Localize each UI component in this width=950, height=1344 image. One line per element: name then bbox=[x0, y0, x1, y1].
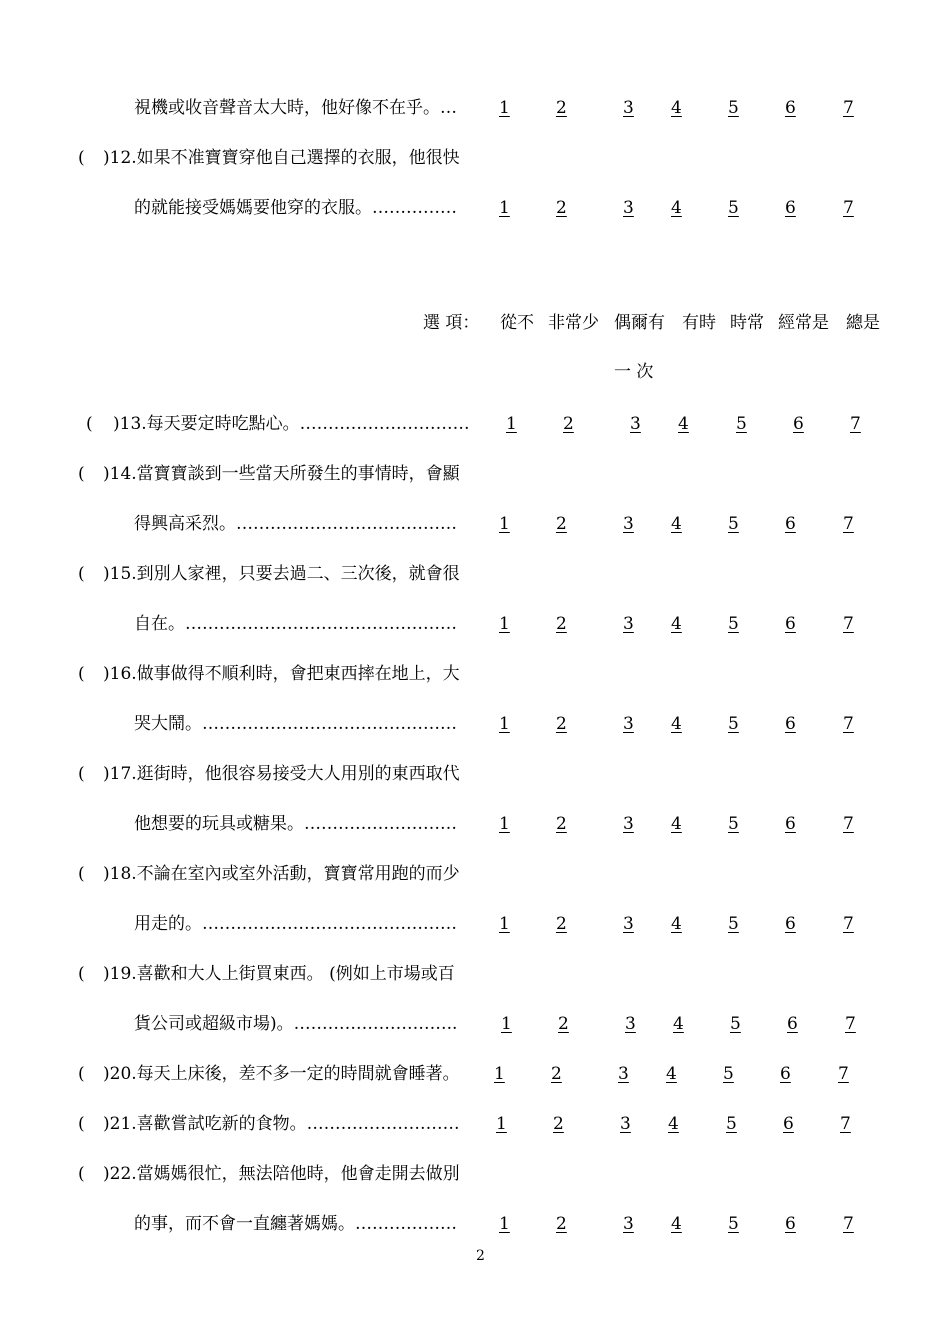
scale-4[interactable]: 4 bbox=[671, 614, 682, 634]
scale-7[interactable]: 7 bbox=[843, 614, 854, 634]
scale-2[interactable]: 2 bbox=[556, 98, 567, 118]
scale-3[interactable]: 3 bbox=[630, 414, 641, 434]
scale-6[interactable]: 6 bbox=[785, 1214, 796, 1234]
answer-blank[interactable]: ( bbox=[78, 1114, 85, 1134]
scale-6[interactable]: 6 bbox=[785, 198, 796, 218]
scale-1[interactable]: 1 bbox=[499, 714, 510, 734]
item-text: )13.每天要定時吃點心。………………………… bbox=[113, 414, 470, 434]
scale-1[interactable]: 1 bbox=[501, 1014, 512, 1034]
legend-option: 從不 bbox=[500, 313, 534, 333]
scale-7[interactable]: 7 bbox=[840, 1114, 851, 1134]
scale-4[interactable]: 4 bbox=[671, 98, 682, 118]
scale-1[interactable]: 1 bbox=[499, 614, 510, 634]
scale-3[interactable]: 3 bbox=[623, 98, 634, 118]
scale-5[interactable]: 5 bbox=[728, 614, 739, 634]
scale-6[interactable]: 6 bbox=[785, 814, 796, 834]
scale-5[interactable]: 5 bbox=[728, 98, 739, 118]
scale-4[interactable]: 4 bbox=[673, 1014, 684, 1034]
scale-6[interactable]: 6 bbox=[785, 514, 796, 534]
scale-2[interactable]: 2 bbox=[556, 714, 567, 734]
legend-sub: 一 次 bbox=[614, 362, 654, 382]
answer-blank[interactable]: ( bbox=[78, 864, 85, 884]
scale-6[interactable]: 6 bbox=[783, 1114, 794, 1134]
answer-blank[interactable]: ( bbox=[78, 1064, 85, 1084]
item-text: )15.到別人家裡，只要去過二、三次後，就會很 bbox=[103, 564, 460, 584]
scale-4[interactable]: 4 bbox=[666, 1064, 677, 1084]
page-number: 2 bbox=[476, 1248, 485, 1264]
scale-1[interactable]: 1 bbox=[499, 514, 510, 534]
item-text: )18.不論在室內或室外活動，寶寶常用跑的而少 bbox=[103, 864, 460, 884]
item-text: 得興高采烈。………………………………… bbox=[134, 514, 457, 534]
item-text: 的事，而不會一直纏著媽媽。……………… bbox=[134, 1214, 457, 1234]
answer-blank[interactable]: ( bbox=[78, 964, 85, 984]
scale-2[interactable]: 2 bbox=[556, 814, 567, 834]
answer-blank[interactable]: ( bbox=[86, 414, 93, 434]
scale-5[interactable]: 5 bbox=[728, 514, 739, 534]
scale-2[interactable]: 2 bbox=[556, 914, 567, 934]
scale-7[interactable]: 7 bbox=[843, 714, 854, 734]
scale-5[interactable]: 5 bbox=[736, 414, 747, 434]
item-text: )19.喜歡和大人上街買東西。 (例如上市場或百 bbox=[103, 964, 455, 984]
item-text: )16.做事做得不順利時，會把東西摔在地上，大 bbox=[103, 664, 460, 684]
scale-7[interactable]: 7 bbox=[843, 1214, 854, 1234]
scale-7[interactable]: 7 bbox=[845, 1014, 856, 1034]
scale-3[interactable]: 3 bbox=[623, 1214, 634, 1234]
scale-7[interactable]: 7 bbox=[843, 914, 854, 934]
scale-5[interactable]: 5 bbox=[723, 1064, 734, 1084]
scale-5[interactable]: 5 bbox=[730, 1014, 741, 1034]
scale-5[interactable]: 5 bbox=[728, 1214, 739, 1234]
scale-3[interactable]: 3 bbox=[620, 1114, 631, 1134]
scale-3[interactable]: 3 bbox=[623, 914, 634, 934]
scale-3[interactable]: 3 bbox=[625, 1014, 636, 1034]
legend-label: 選 項： bbox=[423, 313, 480, 333]
scale-2[interactable]: 2 bbox=[556, 1214, 567, 1234]
scale-1[interactable]: 1 bbox=[499, 1214, 510, 1234]
item-text: 自在。………………………………………… bbox=[134, 614, 457, 634]
scale-4[interactable]: 4 bbox=[671, 914, 682, 934]
scale-7[interactable]: 7 bbox=[843, 814, 854, 834]
item-text: )14.當寶寶談到一些當天所發生的事情時，會顯 bbox=[103, 464, 460, 484]
scale-4[interactable]: 4 bbox=[671, 714, 682, 734]
item-text: 哭大鬧。……………………………………… bbox=[134, 714, 457, 734]
scale-7[interactable]: 7 bbox=[838, 1064, 849, 1084]
scale-1[interactable]: 1 bbox=[499, 198, 510, 218]
item-text: 他想要的玩具或糖果。……………………… bbox=[134, 814, 457, 834]
scale-1[interactable]: 1 bbox=[499, 914, 510, 934]
scale-2[interactable]: 2 bbox=[563, 414, 574, 434]
legend-option: 時常 bbox=[730, 313, 764, 333]
legend-option: 有時 bbox=[682, 313, 716, 333]
scale-6[interactable]: 6 bbox=[785, 98, 796, 118]
legend-option: 經常是 bbox=[778, 313, 829, 333]
scale-6[interactable]: 6 bbox=[785, 614, 796, 634]
scale-3[interactable]: 3 bbox=[623, 614, 634, 634]
item-text: )12.如果不准寶寶穿他自己選擇的衣服，他很快 bbox=[103, 148, 460, 168]
scale-2[interactable]: 2 bbox=[556, 614, 567, 634]
legend-option: 偶爾有 bbox=[614, 313, 665, 333]
scale-1[interactable]: 1 bbox=[499, 98, 510, 118]
answer-blank[interactable]: ( bbox=[78, 464, 85, 484]
scale-1[interactable]: 1 bbox=[499, 814, 510, 834]
scale-2[interactable]: 2 bbox=[556, 514, 567, 534]
item-text: 貨公司或超級市場)。……………………….. bbox=[134, 1014, 458, 1034]
scale-4[interactable]: 4 bbox=[678, 414, 689, 434]
scale-7[interactable]: 7 bbox=[843, 514, 854, 534]
item-text: )21.喜歡嘗試吃新的食物。……………………… bbox=[103, 1114, 460, 1134]
scale-7[interactable]: 7 bbox=[843, 98, 854, 118]
scale-4[interactable]: 4 bbox=[671, 1214, 682, 1234]
answer-blank[interactable]: ( bbox=[78, 564, 85, 584]
scale-2[interactable]: 2 bbox=[551, 1064, 562, 1084]
item-text: )22.當媽媽很忙，無法陪他時，他會走開去做別 bbox=[103, 1164, 460, 1184]
scale-3[interactable]: 3 bbox=[623, 514, 634, 534]
scale-5[interactable]: 5 bbox=[726, 1114, 737, 1134]
scale-6[interactable]: 6 bbox=[785, 714, 796, 734]
scale-2[interactable]: 2 bbox=[556, 198, 567, 218]
answer-blank[interactable]: ( bbox=[78, 1164, 85, 1184]
scale-1[interactable]: 1 bbox=[496, 1114, 507, 1134]
answer-blank[interactable]: ( bbox=[78, 664, 85, 684]
scale-6[interactable]: 6 bbox=[785, 914, 796, 934]
item-text: 的就能接受媽媽要他穿的衣服。…………… bbox=[134, 198, 457, 218]
legend-option: 總是 bbox=[846, 313, 880, 333]
scale-3[interactable]: 3 bbox=[618, 1064, 629, 1084]
answer-blank[interactable]: ( bbox=[78, 764, 85, 784]
scale-6[interactable]: 6 bbox=[793, 414, 804, 434]
item-text: 視機或收音聲音太大時，他好像不在乎。… bbox=[134, 98, 457, 118]
scale-4[interactable]: 4 bbox=[671, 514, 682, 534]
item-text: 用走的。……………………………………… bbox=[134, 914, 457, 934]
item-text: )20.每天上床後，差不多一定的時間就會睡著。 bbox=[103, 1064, 460, 1084]
scale-3[interactable]: 3 bbox=[623, 814, 634, 834]
scale-4[interactable]: 4 bbox=[671, 198, 682, 218]
answer-blank[interactable]: ( bbox=[78, 148, 85, 168]
scale-1[interactable]: 1 bbox=[494, 1064, 505, 1084]
scale-6[interactable]: 6 bbox=[787, 1014, 798, 1034]
scale-2[interactable]: 2 bbox=[553, 1114, 564, 1134]
scale-4[interactable]: 4 bbox=[668, 1114, 679, 1134]
scale-5[interactable]: 5 bbox=[728, 814, 739, 834]
scale-3[interactable]: 3 bbox=[623, 714, 634, 734]
scale-1[interactable]: 1 bbox=[506, 414, 517, 434]
scale-5[interactable]: 5 bbox=[728, 198, 739, 218]
scale-7[interactable]: 7 bbox=[843, 198, 854, 218]
scale-2[interactable]: 2 bbox=[558, 1014, 569, 1034]
scale-7[interactable]: 7 bbox=[850, 414, 861, 434]
scale-6[interactable]: 6 bbox=[780, 1064, 791, 1084]
scale-5[interactable]: 5 bbox=[728, 914, 739, 934]
scale-3[interactable]: 3 bbox=[623, 198, 634, 218]
legend-option: 非常少 bbox=[548, 313, 599, 333]
scale-5[interactable]: 5 bbox=[728, 714, 739, 734]
item-text: )17.逛街時，他很容易接受大人用別的東西取代 bbox=[103, 764, 460, 784]
scale-4[interactable]: 4 bbox=[671, 814, 682, 834]
